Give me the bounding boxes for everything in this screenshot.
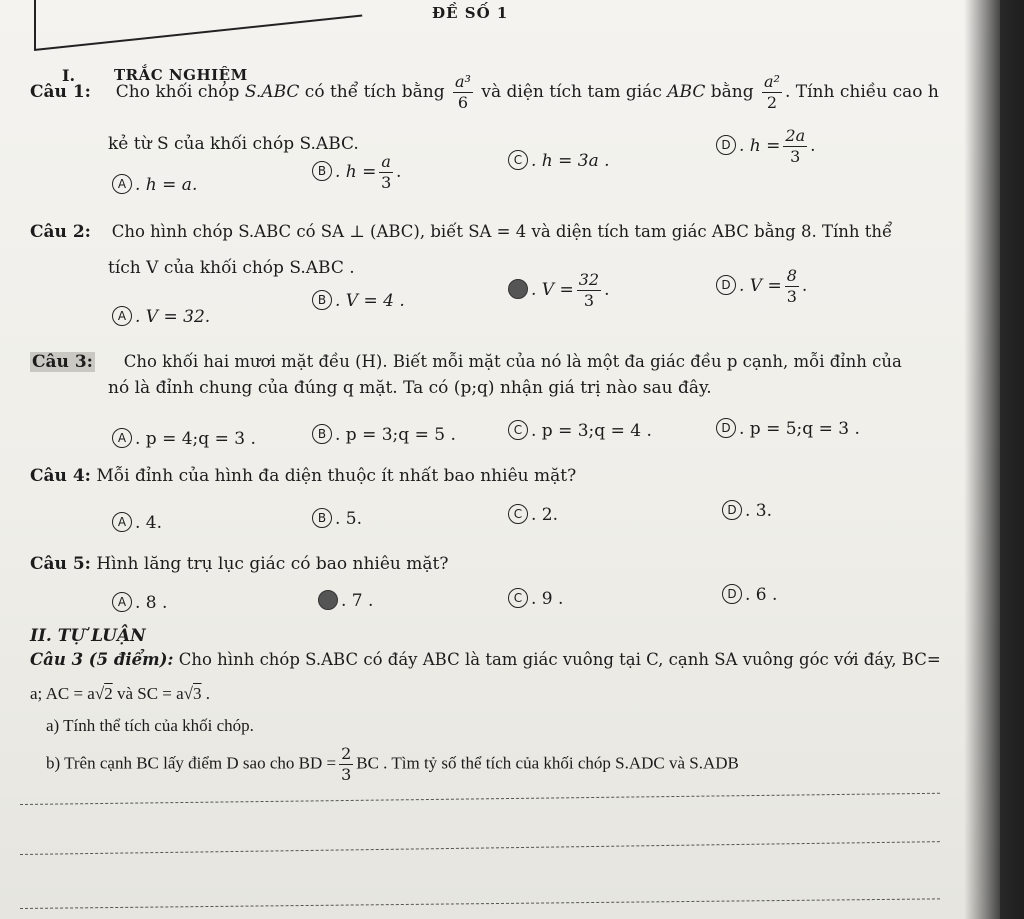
q5-option-c[interactable]: C . 9 . [508,588,563,609]
q4-option-c[interactable]: C . 2. [508,504,558,525]
essay-part-b: b) Trên cạnh BC lấy điểm D sao cho BD = $\frac{2}{3}$ BC . Tìm tỷ số thể tích của khối chóp S.ADC và S.ADB [46,744,739,784]
option-circle-icon: D [722,500,742,520]
option-circle-icon: C [508,588,528,608]
fraction-a2-over-2: $\frac{\text{a²}}{2}$ [764,72,780,112]
q2-option-b[interactable]: B . V = 4 . [312,290,405,311]
question-5: Câu 5: Hình lăng trụ lục giác có bao nhiêu mặt? [30,554,449,574]
question-4: Câu 4: Mỗi đỉnh của hình đa diện thuộc ít nhất bao nhiêu mặt? [30,466,577,486]
option-circle-icon: D [722,584,742,604]
essay-line-2: a; AC = a√2 và SC = a√3 . [30,684,211,703]
option-circle-filled-icon: C [508,279,528,299]
option-circle-icon: B [312,161,332,181]
q5-option-d[interactable]: D . 6 . [722,584,777,605]
question-1-label: Câu 1: [30,82,91,102]
option-circle-icon: C [508,420,528,440]
q5-option-b[interactable]: B . 7 . [318,590,373,611]
q4-option-a[interactable]: A . 4. [112,512,162,533]
option-circle-filled-icon: B [318,590,338,610]
question-3-label: Câu 3: [32,352,93,372]
q3-option-c[interactable]: C . p = 3;q = 4 . [508,420,652,441]
question-1-line-2: kẻ từ S của khối chóp S.ABC. [108,134,359,154]
option-circle-icon: A [112,592,132,612]
question-2-line-2: tích V của khối chóp S.ABC . [108,258,355,278]
question-2-label: Câu 2: [30,222,91,242]
essay-label: Câu 3 (5 điểm): [30,650,174,669]
exam-title: ĐỀ SỐ 1 [432,4,509,22]
option-circle-icon: B [312,424,332,444]
option-circle-icon: C [508,150,528,170]
option-circle-icon: A [112,512,132,532]
q5-option-a[interactable]: A . 8 . [112,592,167,613]
q2-option-d[interactable]: D . V = $\frac{8}{3}$ . [716,266,807,307]
essay-part-a: a) Tính thể tích của khối chóp. [46,716,254,735]
q1-option-b[interactable]: B . h = $\frac{a}{3}$ . [312,152,401,193]
header-box-vertical-line [34,0,36,50]
option-circle-icon: D [716,275,736,295]
q4-option-b[interactable]: B . 5. [312,508,362,529]
question-5-label: Câu 5: [30,554,91,574]
option-circle-icon: C [508,504,528,524]
option-circle-icon: D [716,135,736,155]
question-1-line-1: Câu 1: Cho khối chóp S.ABC có thể tích bằng $\frac{\text{a³}}{6}$ và diện tích tam giác ABC bằng $\frac{\text{a²}}{2}$ . Tính chiều cao h [30,72,939,112]
question-3-line-2: nó là đỉnh chung của đúng q mặt. Ta có (p;q) nhận giá trị nào sau đây. [108,378,712,398]
q4-option-d[interactable]: D . 3. [722,500,772,521]
part1-title: TRẮC NGHIỆM [114,66,248,84]
q3-option-b[interactable]: B . p = 3;q = 5 . [312,424,456,445]
fraction-a3-over-6: $\frac{\text{a³}}{6}$ [455,72,471,112]
essay-line-1: Câu 3 (5 điểm): Cho hình chóp S.ABC có đáy ABC là tam giác vuông tại C, cạnh SA vuông góc với đáy, BC= [30,650,941,669]
option-circle-icon: B [312,290,332,310]
option-circle-icon: D [716,418,736,438]
option-circle-icon: A [112,174,132,194]
q2-option-c[interactable]: C . V = $\frac{32}{3}$ . [508,270,610,311]
q1-option-c[interactable]: C . h = 3a . [508,150,610,171]
part1-number: I. [62,66,76,85]
question-3-line-1: Câu 3: Cho khối hai mươi mặt đều (H). Biết mỗi mặt của nó là một đa giác đều p cạnh, mỗi đỉnh của [32,352,902,372]
q3-option-a[interactable]: A . p = 4;q = 3 . [112,428,256,449]
q2-option-a[interactable]: A . V = 32. [112,306,210,327]
option-circle-icon: B [312,508,332,528]
q3-option-d[interactable]: D . p = 5;q = 3 . [716,418,860,439]
q1-option-a[interactable]: A . h = a. [112,174,197,195]
option-circle-icon: A [112,306,132,326]
question-2-line-1: Câu 2: Cho hình chóp S.ABC có SA ⊥ (ABC), biết SA = 4 và diện tích tam giác ABC bằng 8. Tính thể [30,222,893,242]
q1-option-d[interactable]: D . h = $\frac{2a}{3}$ . [716,126,816,167]
option-circle-icon: A [112,428,132,448]
question-4-label: Câu 4: [30,466,91,486]
part2-title: II. TỰ LUẬN [30,626,146,646]
background-shadow [964,0,1024,919]
